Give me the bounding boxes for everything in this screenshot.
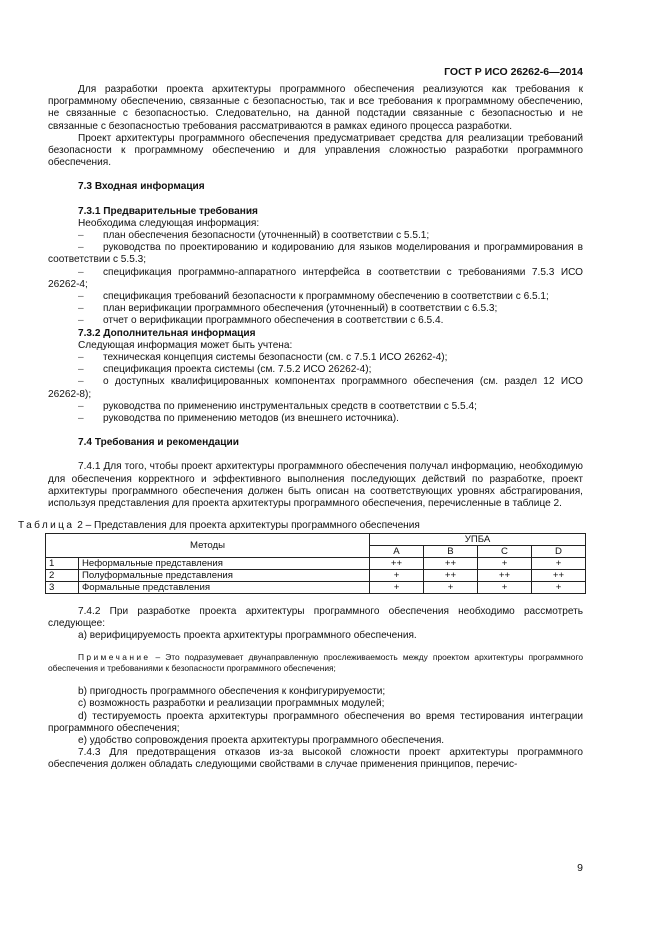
list-item: – техническая концепция системы безопасности (см. с 7.5.1 ИСО 26262-4); — [78, 352, 448, 364]
dash-bullet: – — [78, 315, 84, 327]
dash-bullet: – — [78, 230, 84, 242]
table-row: 2 Полуформальные представления + ++ ++ ++ — [46, 569, 586, 581]
section-7-4-heading: 7.4 Требования и рекомендации — [78, 437, 239, 449]
list-item-c: c) возможность разработки и реализации программных модулей; — [78, 698, 385, 710]
list-item: – руководства по проектированию и кодированию для языков моделирования и программирования в соответствии с 5.5.3; — [48, 242, 583, 266]
standard-header: ГОСТ Р ИСО 26262-6—2014 — [444, 66, 583, 78]
table-row: 3 Формальные представления + + + + — [46, 581, 586, 593]
section-7-4-1-paragraph: 7.4.1 Для того, чтобы проект архитектуры программного обеспечения получал информацию, необходимую для обеспечения корректного и эффективного выполнения последующих действий по разработке, проект архитектуры программного обеспечения должен быть описан на соответствующих уровнях абстрагирования, используя представления для проекта архитектуры программного обеспечения, перечисленные в таблице 2. — [48, 461, 583, 510]
list-item-a: a) верифицируемость проекта архитектуры программного обеспечения. — [78, 629, 417, 641]
dash-bullet: – — [78, 242, 84, 254]
asil-level-a: A — [370, 545, 424, 557]
page-number: 9 — [577, 862, 583, 874]
section-7-4-3-paragraph: 7.4.3 Для предотвращения отказов из-за высокой сложности проект архитектуры программного обеспечения должен обладать следующими свойствами в случае применения принципов, перечис- — [48, 747, 583, 771]
list-item: – спецификация проекта системы (см. 7.5.2 ИСО 26262-4); — [78, 364, 372, 376]
dash-bullet: – — [78, 266, 84, 278]
list-item-e: e) удобство сопровождения проекта архитектуры программного обеспечения. — [78, 734, 445, 746]
asil-level-c: C — [478, 545, 532, 557]
section-7-3-2-lead: Следующая информация может быть учтена: — [78, 339, 293, 351]
dash-bullet: – — [78, 364, 84, 376]
dash-bullet: – — [78, 352, 84, 364]
asil-level-b: B — [424, 545, 478, 557]
section-7-3-1-lead: Необходима следующая информация: — [78, 217, 260, 229]
asil-header: УПБА — [370, 533, 586, 545]
section-7-3-2-heading: 7.3.2 Дополнительная информация — [78, 327, 256, 339]
methods-header: Методы — [46, 533, 370, 557]
list-item-d: d) тестируемость проекта архитектуры программного обеспечения во время тестирования интеграции программного обеспечения; — [48, 710, 583, 734]
intro-paragraph-1: Для разработки проекта архитектуры программного обеспечения реализуются как требования к программному обеспечению, связанные с безопасностью, так и все требования к программному обеспечению, не связанные с безопасностью. Следовательно, на данной подстадии связанные с безопасностью и не связанные с безопасностью требования рассматриваются в рамках единого процесса разработки. — [48, 84, 583, 132]
section-7-4-2-lead: 7.4.2 При разработке проекта архитектуры программного обеспечения необходимо рассмотреть следующее: — [48, 605, 583, 629]
list-item: – о доступных квалифицированных компонентах программного обеспечения (см. раздел 12 ИСО 26262-8); — [48, 376, 583, 400]
document-body — [18, 84, 583, 772]
list-item: – план обеспечения безопасности (уточненный) в соответствии с 5.5.1; — [78, 230, 430, 242]
asil-level-d: D — [532, 545, 586, 557]
list-item: – руководства по применению инструментальных средств в соответствии с 5.5.4; — [78, 400, 477, 412]
list-item-b: b) пригодность программного обеспечения к конфигурируемости; — [78, 686, 386, 698]
list-item: – спецификация программно-аппаратного интерфейса в соответствии с требованиями 7.5.3 ИСО 26262-4; — [48, 266, 583, 290]
dash-bullet: – — [78, 400, 84, 412]
representations-table — [45, 533, 586, 594]
dash-bullet: – — [78, 303, 84, 315]
section-7-3-1-heading: 7.3.1 Предварительные требования — [78, 205, 258, 217]
dash-bullet: – — [78, 291, 84, 303]
list-item: – спецификация требований безопасности к программному обеспечению в соответствии с 6.5.1; — [78, 291, 549, 303]
note: Примечание – Это подразумевает двунаправленную прослеживаемость между проектом архитектуры программного обеспечения и требованиями к безопасности программного обеспечения; — [48, 652, 583, 674]
list-item: – план верификации программного обеспечения (уточненный) в соответствии с 6.5.3; — [78, 303, 498, 315]
dash-bullet: – — [78, 376, 84, 388]
table-caption: Таблица 2 – Представления для проекта архитектуры программного обеспечения — [18, 520, 420, 532]
dash-bullet: – — [78, 413, 84, 425]
list-item: – отчет о верификации программного обеспечения в соответствии с 6.5.4. — [78, 315, 444, 327]
intro-paragraph-2: Проект архитектуры программного обеспечения предусматривает средства для реализации требований безопасности к программному обеспечению и для управления сложностью разработки программного обеспечения. — [48, 132, 583, 169]
table-row: 1 Неформальные представления ++ ++ + + — [46, 557, 586, 569]
section-7-3-heading: 7.3 Входная информация — [78, 181, 205, 193]
list-item: – руководства по применению методов (из внешнего источника). — [78, 413, 399, 425]
